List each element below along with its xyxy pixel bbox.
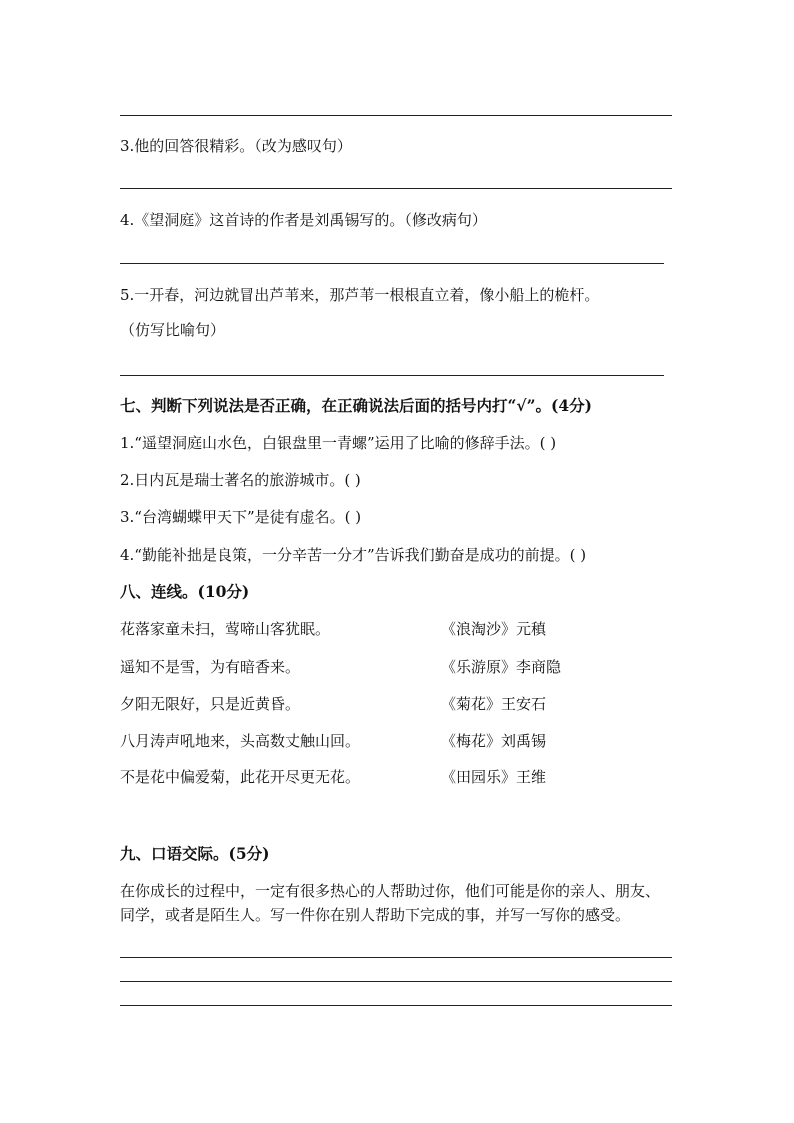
poem-line-1: 花落家童未扫，莺啼山客犹眠。: [120, 620, 331, 638]
poem-source-2: 《乐游原》李商隐: [441, 658, 562, 676]
writing-line-1: [120, 957, 672, 958]
answer-line-q3: [120, 188, 672, 189]
question-6-4: 4.《望洞庭》这首诗的作者是刘禹锡写的。（修改病句）: [120, 211, 487, 229]
oral-prompt-line1: 在你成长的过程中，一定有很多热心的人帮助过你，他们可能是你的亲人、朋友、: [120, 882, 661, 900]
writing-line-2: [120, 981, 672, 982]
poem-source-5: 《田园乐》王维: [441, 768, 547, 786]
oral-prompt-line2: 同学，或者是陌生人。写一件你在别人帮助下完成的事，并写一写你的感受。: [120, 906, 631, 924]
section-7-title: 七、判断下列说法是否正确，在正确说法后面的括号内打“√”。(4分): [120, 396, 592, 415]
poem-source-4: 《梅花》刘禹锡: [441, 732, 547, 750]
poem-source-1: 《浪淘沙》元稹: [441, 620, 547, 638]
question-6-5-line2: （仿写比喻句）: [120, 321, 226, 339]
poem-line-2: 遥知不是雪，为有暗香来。: [120, 658, 301, 676]
judge-item-1: 1.“遥望洞庭山水色，白银盘里一青螺”运用了比喻的修辞手法。( ): [120, 434, 557, 452]
answer-line-q4: [120, 263, 664, 264]
answer-line-q5: [120, 375, 664, 376]
writing-line-3: [120, 1005, 672, 1006]
poem-line-4: 八月涛声吼地来，头高数丈触山回。: [120, 732, 361, 750]
question-6-5-line1: 5.一开春，河边就冒出芦苇来，那芦苇一根根直立着，像小船上的桅杆。: [120, 286, 600, 304]
judge-item-2: 2.日内瓦是瑞士著名的旅游城市。( ): [120, 471, 361, 489]
poem-line-5: 不是花中偏爱菊，此花开尽更无花。: [120, 768, 361, 786]
judge-item-4: 4.“勤能补拙是良策，一分辛苦一分才”告诉我们勤奋是成功的前提。( ): [120, 546, 587, 564]
answer-line-q2: [120, 115, 672, 116]
poem-source-3: 《菊花》王安石: [441, 695, 547, 713]
question-6-3: 3.他的回答很精彩。（改为感叹句）: [120, 137, 352, 155]
section-8-title: 八、连线。(10分): [120, 582, 250, 601]
poem-line-3: 夕阳无限好，只是近黄昏。: [120, 695, 301, 713]
judge-item-3: 3.“台湾蝴蝶甲天下”是徒有虚名。( ): [120, 508, 362, 526]
section-9-title: 九、口语交际。(5分): [120, 844, 270, 863]
